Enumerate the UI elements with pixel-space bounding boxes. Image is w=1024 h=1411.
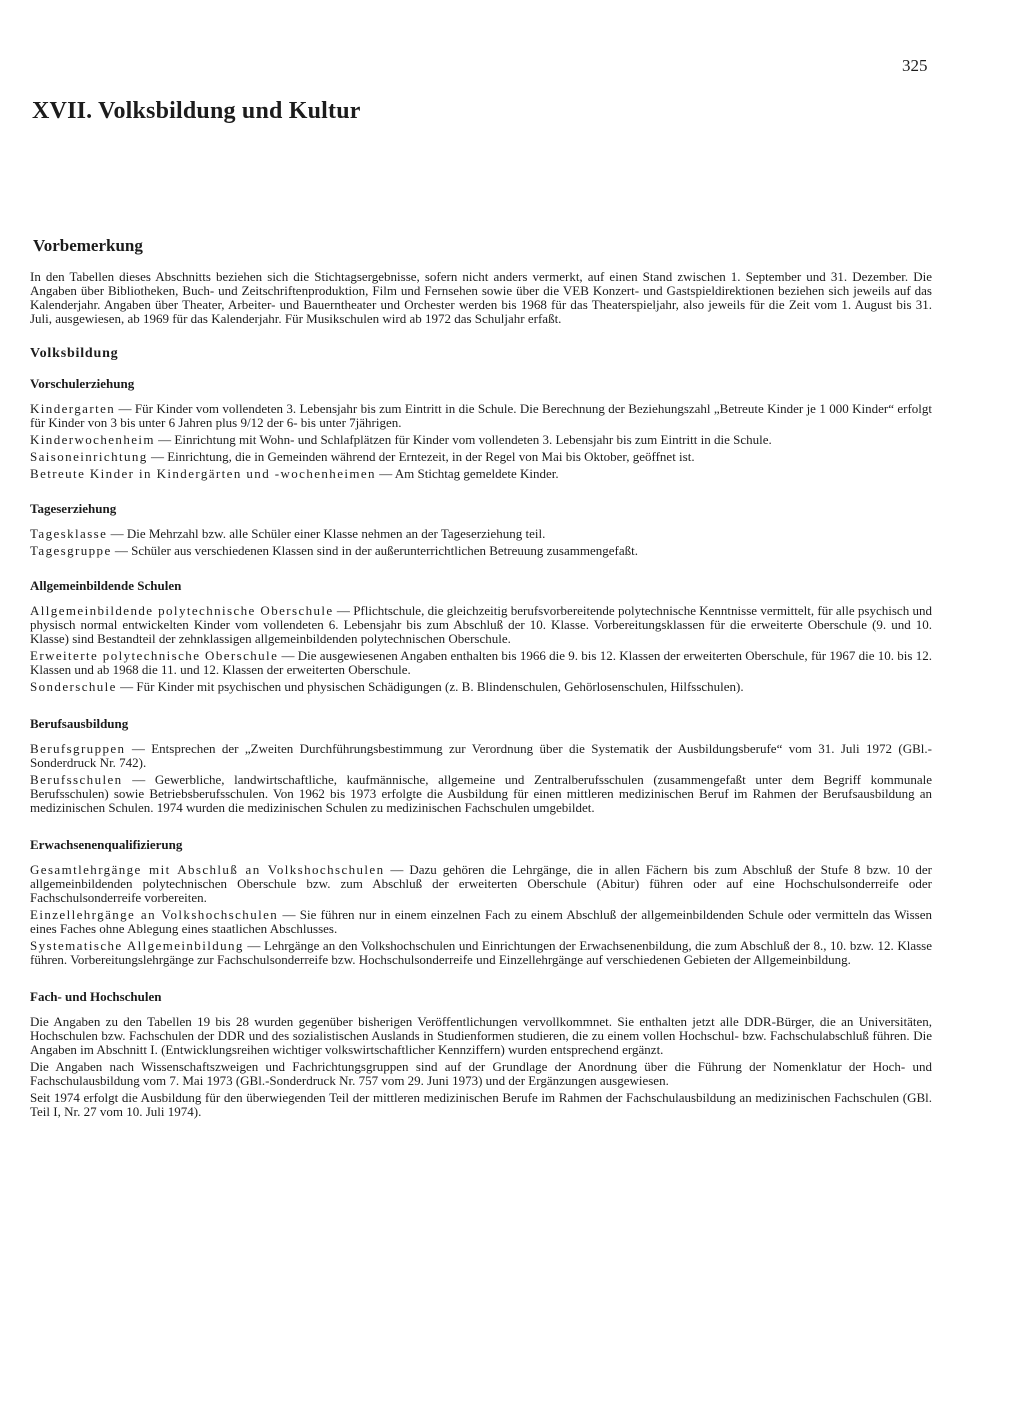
group-title-vorschulerziehung: Vorschulerziehung — [30, 376, 135, 391]
definition-term: Gesamtlehrgänge mit Abschluß an Volkshochschulen — [30, 862, 385, 877]
definition-text: — Entsprechen der „Zweiten Durchführungsbestimmung zur Verordnung über die Systematik der Ausbildungsberufe“ vom 31. Juli 1972 (GBl.-Sonderdruck Nr. 742). — [30, 741, 932, 770]
definition-term: Kindergarten — [30, 401, 116, 416]
definition-term: Berufsgruppen — [30, 741, 126, 756]
definition-text: — Schüler aus verschiedenen Klassen sind in der außerunterrichtlichen Betreuung zusammengefaßt. — [111, 543, 638, 558]
definition-term: Berufsschulen — [30, 772, 123, 787]
definition-term: Einzellehrgänge an Volkshochschulen — [30, 907, 279, 922]
page-content — [30, 236, 932, 1122]
definition-entry — [30, 939, 932, 967]
definition-text: — Am Stichtag gemeldete Kinder. — [375, 466, 559, 481]
paragraph: Seit 1974 erfolgt die Ausbildung für den überwiegenden Teil der mittleren medizinischen Berufe im Rahmen der Fachschulausbildung an medizinischen Fachschulen (GBl. Teil I, Nr. 27 vom 10. Juli 1974). — [30, 1090, 932, 1119]
definition-term: Sonderschule — [30, 679, 117, 694]
paragraph: Die Angaben zu den Tabellen 19 bis 28 wurden gegenüber bisherigen Veröffentlichungen vervollkommnet. Sie enthalten jetzt alle DDR-Bürger, die an Universitäten, Hochschulen bzw. Fachschulen der DDR und des sozialistischen Auslands in Studienformen studieren, die zu einem vollen Hochschul- bzw. Fachschulabschluß führen. Die Angaben im Abschnitt I. (Entwicklungsreihen wichtiger volkswirtschaftlicher Kennziffern) wurden entsprechend ergänzt. — [30, 1014, 932, 1057]
definition-entry — [30, 773, 932, 815]
definition-term: Saisoneinrichtung — [30, 449, 148, 464]
definition-term: Erweiterte polytechnische Oberschule — [30, 648, 279, 663]
definition-text: — Einrichtung mit Wohn- und Schlafplätzen für Kinder vom vollendeten 3. Lebensjahr bis zum Eintritt in die Schule. — [154, 432, 772, 447]
definition-entry — [30, 742, 932, 770]
definition-text: — Sie führen nur in einem einzelnen Fach zu einem Abschluß der allgemeinbildenden Schule oder vermitteln das Wissen eines Faches ohne Ablegung eines staatlichen Abschlusses. — [30, 907, 933, 936]
definition-text: — Die Mehrzahl bzw. alle Schüler einer Klasse nehmen an der Tageserziehung teil. — [107, 526, 546, 541]
allgemeinbildende-schulen-entries — [30, 604, 932, 694]
definition-entry — [30, 863, 932, 905]
definition-term: Tagesgruppe — [30, 543, 112, 558]
definition-term: Systematische Allgemeinbildung — [30, 938, 244, 953]
group-title-tageserziehung: Tageserziehung — [30, 501, 117, 516]
definition-entry — [30, 649, 932, 677]
group-title-fach-hochschulen: Fach- und Hochschulen — [30, 989, 162, 1004]
definition-entry — [30, 450, 932, 464]
definition-entry — [30, 544, 932, 558]
fach-hochschulen-paragraphs — [30, 1015, 932, 1119]
vorschulerziehung-entries — [30, 402, 932, 481]
definition-entry — [30, 604, 932, 646]
definition-text: — Für Kinder vom vollendeten 3. Lebensjahr bis zum Eintritt in die Schule. Die Berechnung der Beziehungszahl „Betreute Kinder je 1 000 Kinder“ erfolgt für Kinder von 3 bis unter 6 Jahren plus 9/12 der 6- bis unter 7jährigen. — [30, 401, 932, 430]
group-title-berufsausbildung: Berufsausbildung — [30, 716, 129, 731]
definition-term: Tagesklasse — [30, 526, 108, 541]
tageserziehung-entries — [30, 527, 932, 558]
definition-text: — Gewerbliche, landwirtschaftliche, kaufmännische, allgemeine und Zentralberufsschulen (zusammengefaßt unter dem Begriff kommunale Berufsschulen) sowie Betriebsberufsschulen. Von 1962 bis 1973 erfolgte die Ausbildung für einen mittleren medizinischen Beruf im Rahmen der Berufsausbildung an medizinischen Schulen. 1974 wurden die medizinischen Schulen zu medizinischen Fachschulen umgebildet. — [30, 772, 932, 815]
definition-term: Kinderwochenheim — [30, 432, 155, 447]
definition-text: — Die ausgewiesenen Angaben enthalten bis 1966 die 9. bis 12. Klassen der erweiterten Oberschule, für 1967 die 10. bis 12. Klassen und ab 1968 die 11. und 12. Klassen der erweiterten Oberschule. — [30, 648, 932, 677]
definition-entry — [30, 680, 932, 694]
section-title-vorbemerkung: Vorbemerkung — [33, 236, 143, 255]
erwachsenenqualifizierung-entries — [30, 863, 932, 967]
paragraph: Die Angaben nach Wissenschaftszweigen und Fachrichtungsgruppen sind auf der Grundlage der Anordnung über die Führung der Nomenklatur der Hoch- und Fachschulausbildung vom 7. Mai 1973 (GBl.-Sonderdruck Nr. 757 vom 29. Juni 1973) und der Ergänzungen ausgewiesen. — [30, 1059, 932, 1088]
chapter-title: XVII. Volksbildung und Kultur — [32, 98, 361, 124]
definition-text: — Dazu gehören die Lehrgänge, die in allen Fächern bis zum Abschluß der Stufe 8 bzw. 10 der allgemeinbildenden polytechnischen Oberschule bzw. zum Abschluß der erweiterten Oberschule (Abitur) führen oder auf eine Hochschulsonderreife oder Fachschulsonderreife vorbereiten. — [30, 862, 932, 905]
definition-text: — Pflichtschule, die gleichzeitig berufsvorbereitende polytechnische Kenntnisse vermittelt, für alle psychisch und physisch normal entwickelten Kinder vom vollendeten 6. Lebensjahr bis zum Abschluß der 10. Klasse. Vorbereitungsklassen für die erweiterte Oberschule (9. und 10. Klasse) sind Bestandteil der zehnklassigen allgemeinbildenden polytechnischen Oberschule. — [30, 603, 932, 646]
definition-entry — [30, 467, 932, 481]
definition-text: — Lehrgänge an den Volkshochschulen und Einrichtungen der Erwachsenenbildung, die zum Abschluß der 8., 10. bzw. 12. Klasse führen. Vorbereitungslehrgänge zur Fachschulsonderreife bzw. Hochschulsonderreife und Einzellehrgänge auf verschiedenen Gebieten der Allgemeinbildung. — [30, 938, 932, 967]
definition-entry — [30, 908, 932, 936]
group-title-erwachsenenqualifizierung: Erwachsenenqualifizierung — [30, 837, 183, 852]
page-number: 325 — [902, 56, 928, 75]
definition-term: Allgemeinbildende polytechnische Oberschule — [30, 603, 334, 618]
definition-text: — Für Kinder mit psychischen und physischen Schädigungen (z. B. Blindenschulen, Gehörlosenschulen, Hilfsschulen). — [116, 679, 744, 694]
definition-term: Betreute Kinder in Kindergärten und -wochenheimen — [30, 466, 376, 481]
definition-entry — [30, 402, 932, 430]
definition-entry — [30, 433, 932, 447]
group-title-allgemeinbildende-schulen: Allgemeinbildende Schulen — [30, 578, 182, 593]
vorbemerkung-text: In den Tabellen dieses Abschnitts beziehen sich die Stichtagsergebnisse, sofern nicht anders vermerkt, auf einen Stand zwischen 1. September und 31. Dezember. Die Angaben über Bibliotheken, Buch- und Zeitschriftenproduktion, Film und Fernsehen sowie über die VEB Konzert- und Gastspieldirektionen beziehen sich jeweils auf das Kalenderjahr. Angaben über Theater, Arbeiter- und Bauerntheater und Orchester werden bis 1968 für das Theaterspieljahr, also jeweils für die Zeit vom 1. August bis 31. Juli, ausgewiesen, ab 1969 für das Kalenderjahr. Für Musikschulen wird ab 1972 das Schuljahr erfaßt. — [30, 269, 932, 326]
definition-text: — Einrichtung, die in Gemeinden während der Erntezeit, in der Regel von Mai bis Oktober, geöffnet ist. — [147, 449, 695, 464]
section-title-volksbildung: Volksbildung — [30, 346, 119, 361]
berufsausbildung-entries — [30, 742, 932, 815]
definition-entry — [30, 527, 932, 541]
